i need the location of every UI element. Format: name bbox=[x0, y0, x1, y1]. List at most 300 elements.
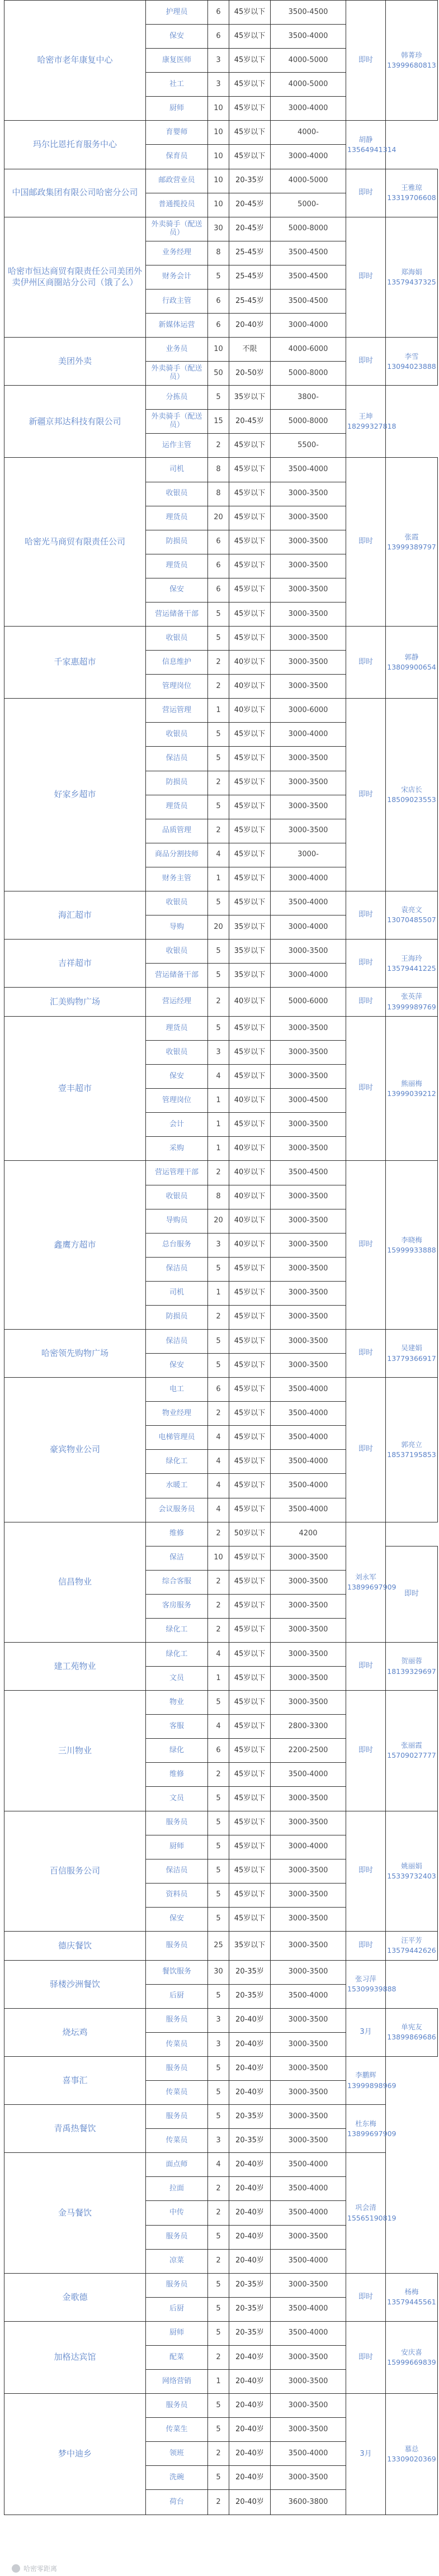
job-listing-page bbox=[4, 0, 437, 2571]
headcount-cell: 5 bbox=[208, 1883, 229, 1907]
contact-cell: 杜东梅 13899697909 bbox=[346, 2105, 386, 2153]
position-cell: 管理岗位 bbox=[146, 1089, 208, 1113]
start-cell: 即时 bbox=[346, 338, 386, 386]
salary-cell: 3000-3500 bbox=[271, 1570, 346, 1594]
salary-cell: 3000-3500 bbox=[271, 1233, 346, 1257]
salary-cell: 2800-3300 bbox=[271, 1715, 346, 1739]
position-cell: 传菜员 bbox=[146, 2129, 208, 2153]
headcount-cell: 5 bbox=[208, 1835, 229, 1859]
age-cell: 20-40岁 bbox=[229, 2008, 271, 2032]
headcount-cell: 5 bbox=[208, 1329, 229, 1353]
headcount-cell: 6 bbox=[208, 578, 229, 602]
age-cell: 20-35岁 bbox=[229, 2297, 271, 2321]
company-cell: 青禹热餐饮 bbox=[4, 2105, 146, 2153]
age-cell: 35岁以下 bbox=[229, 386, 271, 410]
salary-cell: 4000-6000 bbox=[271, 338, 346, 362]
contact-cell: 郭静 13809900654 bbox=[386, 627, 438, 699]
start-cell: 即时 bbox=[346, 1329, 386, 1377]
salary-cell: 3500-4500 bbox=[271, 241, 346, 265]
company-cell: 新疆京邦达科技有限公司 bbox=[4, 386, 146, 458]
headcount-cell: 2 bbox=[208, 1161, 229, 1185]
age-cell: 45岁以下 bbox=[229, 25, 271, 49]
headcount-cell: 5 bbox=[208, 1691, 229, 1715]
salary-cell: 5000-8000 bbox=[271, 217, 346, 241]
position-cell: 服务员 bbox=[146, 2273, 208, 2297]
age-cell: 45岁以下 bbox=[229, 819, 271, 843]
headcount-cell: 2 bbox=[208, 2442, 229, 2466]
age-cell: 20-40岁 bbox=[229, 2081, 271, 2105]
position-cell: 保安 bbox=[146, 25, 208, 49]
headcount-cell: 6 bbox=[208, 1, 229, 25]
age-cell: 20-40岁 bbox=[229, 2201, 271, 2225]
salary-cell: 3000-3500 bbox=[271, 2081, 346, 2105]
headcount-cell: 4 bbox=[208, 1426, 229, 1450]
age-cell: 20-45岁 bbox=[229, 193, 271, 217]
salary-cell: 3000-3500 bbox=[271, 2129, 346, 2153]
salary-cell: 3000-3500 bbox=[271, 1546, 346, 1570]
age-cell: 45岁以下 bbox=[229, 73, 271, 97]
salary-cell: 3000-3500 bbox=[271, 1811, 346, 1835]
position-cell: 营运储备干部 bbox=[146, 602, 208, 626]
age-cell: 40岁以下 bbox=[229, 699, 271, 723]
salary-cell: 3000-3500 bbox=[271, 1281, 346, 1305]
table-row bbox=[4, 1378, 438, 1402]
table-row bbox=[4, 627, 438, 651]
company-cell: 千家惠超市 bbox=[4, 627, 146, 699]
contact-cell: 王海玲 13579441225 bbox=[386, 940, 438, 988]
age-cell: 45岁以下 bbox=[229, 602, 271, 626]
contact-cell: 郭亮立 18537195853 bbox=[386, 1378, 438, 1522]
age-cell: 40岁以下 bbox=[229, 1137, 271, 1161]
contact-cell: 贺丽蓉 18139329697 bbox=[386, 1643, 438, 1691]
age-cell: 45岁以下 bbox=[229, 1016, 271, 1040]
position-cell: 收银员 bbox=[146, 627, 208, 651]
contact-cell: 宋店长 18509023553 bbox=[386, 699, 438, 891]
position-cell: 理货员 bbox=[146, 554, 208, 578]
headcount-cell: 5 bbox=[208, 1984, 229, 2008]
salary-cell: 3000-3500 bbox=[271, 1113, 346, 1137]
contact-cell: 张霞 13999389797 bbox=[386, 458, 438, 627]
position-cell: 文员 bbox=[146, 1787, 208, 1811]
position-cell: 行政主管 bbox=[146, 289, 208, 313]
watermark bbox=[12, 2562, 57, 2574]
start-cell: 3月 bbox=[346, 2008, 386, 2056]
headcount-cell: 5 bbox=[208, 723, 229, 747]
headcount-cell: 10 bbox=[208, 97, 229, 121]
position-cell: 营运经理 bbox=[146, 988, 208, 1017]
headcount-cell: 10 bbox=[208, 145, 229, 169]
position-cell: 厨师 bbox=[146, 97, 208, 121]
age-cell: 20-40岁 bbox=[229, 2370, 271, 2394]
age-cell: 20-35岁 bbox=[229, 1960, 271, 1984]
position-cell: 水暖工 bbox=[146, 1474, 208, 1498]
company-cell: 哈密领先购物广场 bbox=[4, 1329, 146, 1377]
watermark-logo-icon bbox=[12, 2564, 20, 2573]
salary-cell: 3500-4000 bbox=[271, 1450, 346, 1474]
age-cell: 20-40岁 bbox=[229, 2153, 271, 2177]
headcount-cell: 5 bbox=[208, 2105, 229, 2129]
position-cell: 收银员 bbox=[146, 891, 208, 915]
position-cell: 绿化工 bbox=[146, 1618, 208, 1642]
headcount-cell: 5 bbox=[208, 747, 229, 771]
position-cell: 采购 bbox=[146, 1137, 208, 1161]
age-cell: 45岁以下 bbox=[229, 1329, 271, 1353]
position-cell: 领班 bbox=[146, 2442, 208, 2466]
age-cell: 20-35岁 bbox=[229, 2129, 271, 2153]
age-cell: 20-40岁 bbox=[229, 2490, 271, 2515]
headcount-cell: 8 bbox=[208, 482, 229, 506]
salary-cell: 3000-3500 bbox=[271, 554, 346, 578]
position-cell: 收银员 bbox=[146, 1041, 208, 1065]
headcount-cell: 5 bbox=[208, 1859, 229, 1883]
position-cell: 会议服务员 bbox=[146, 1498, 208, 1522]
headcount-cell: 5 bbox=[208, 2321, 229, 2345]
age-cell: 40岁以下 bbox=[229, 651, 271, 675]
salary-cell: 2200-2500 bbox=[271, 1739, 346, 1763]
table-row bbox=[4, 1016, 438, 1040]
headcount-cell: 2 bbox=[208, 1305, 229, 1329]
table-row bbox=[4, 2273, 438, 2297]
salary-cell: 3000-3500 bbox=[271, 1016, 346, 1040]
position-cell: 分拣员 bbox=[146, 386, 208, 410]
headcount-cell: 5 bbox=[208, 940, 229, 964]
salary-cell: 3000-3500 bbox=[271, 1305, 346, 1329]
position-cell: 康复医师 bbox=[146, 49, 208, 73]
table-row bbox=[4, 891, 438, 915]
company-cell: 中国邮政集团有限公司哈密分公司 bbox=[4, 169, 146, 217]
salary-cell: 3000-4000 bbox=[271, 964, 346, 988]
position-cell: 保安 bbox=[146, 1907, 208, 1931]
contact-cell: 巩会清 15565190819 bbox=[346, 2153, 386, 2273]
contact-cell: 李晓梅 15999933888 bbox=[386, 1161, 438, 1330]
salary-cell: 3000-4000 bbox=[271, 723, 346, 747]
age-cell: 40岁以下 bbox=[229, 1161, 271, 1185]
headcount-cell: 5 bbox=[208, 1354, 229, 1378]
position-cell: 面点师 bbox=[146, 2153, 208, 2177]
start-cell: 即时 bbox=[346, 1161, 386, 1330]
headcount-cell: 6 bbox=[208, 1378, 229, 1402]
position-cell: 服务员 bbox=[146, 1931, 208, 1960]
salary-cell: 3500-4000 bbox=[271, 2249, 346, 2273]
salary-cell: 3000-3500 bbox=[271, 1137, 346, 1161]
salary-cell: 3500-4500 bbox=[271, 1, 346, 25]
age-cell: 35岁以下 bbox=[229, 940, 271, 964]
headcount-cell: 6 bbox=[208, 25, 229, 49]
age-cell: 45岁以下 bbox=[229, 506, 271, 530]
position-cell: 外卖骑手（配送员） bbox=[146, 217, 208, 241]
headcount-cell: 5 bbox=[208, 2057, 229, 2081]
contact-cell: 慕总 13309020369 bbox=[386, 2394, 438, 2515]
headcount-cell: 1 bbox=[208, 2370, 229, 2394]
salary-cell: 5000-6000 bbox=[271, 988, 346, 1017]
salary-cell: 3000-3500 bbox=[271, 2032, 346, 2056]
salary-cell: 3000-3500 bbox=[271, 2345, 346, 2369]
age-cell: 45岁以下 bbox=[229, 723, 271, 747]
contact-cell: 张习萍 15309939888 bbox=[346, 1960, 386, 2008]
headcount-cell: 2 bbox=[208, 1618, 229, 1642]
age-cell: 20-40岁 bbox=[229, 2177, 271, 2201]
salary-cell: 3000-3500 bbox=[271, 1960, 346, 1984]
salary-cell: 3500-4000 bbox=[271, 891, 346, 915]
start-cell: 即时 bbox=[346, 1, 386, 121]
contact-cell: 韩菁珍 13999680813 bbox=[386, 1, 438, 121]
position-cell: 新媒体运营 bbox=[146, 314, 208, 338]
position-cell: 外卖骑手（配送员） bbox=[146, 410, 208, 434]
start-cell: 即时 bbox=[346, 2273, 386, 2321]
headcount-cell: 5 bbox=[208, 2394, 229, 2418]
headcount-cell: 2 bbox=[208, 2177, 229, 2201]
salary-cell: 3000-4000 bbox=[271, 145, 346, 169]
age-cell: 45岁以下 bbox=[229, 1715, 271, 1739]
age-cell: 40岁以下 bbox=[229, 1209, 271, 1233]
company-cell: 德庆餐饮 bbox=[4, 1931, 146, 1960]
table-row bbox=[4, 2153, 438, 2177]
contact-cell: 胡静 13564941314 bbox=[346, 121, 386, 169]
salary-cell: 3000-3500 bbox=[271, 1209, 346, 1233]
headcount-cell: 2 bbox=[208, 771, 229, 795]
position-cell: 传菜生 bbox=[146, 2418, 208, 2442]
position-cell: 理货员 bbox=[146, 1016, 208, 1040]
salary-cell: 3000-6000 bbox=[271, 699, 346, 723]
age-cell: 20-40岁 bbox=[229, 2032, 271, 2056]
headcount-cell: 10 bbox=[208, 193, 229, 217]
company-cell: 金歌德 bbox=[4, 2273, 146, 2321]
position-cell: 司机 bbox=[146, 1281, 208, 1305]
position-cell: 管理岗位 bbox=[146, 675, 208, 699]
headcount-cell: 1 bbox=[208, 1113, 229, 1137]
age-cell: 45岁以下 bbox=[229, 843, 271, 867]
position-cell: 保育员 bbox=[146, 145, 208, 169]
age-cell: 20-40岁 bbox=[229, 2249, 271, 2273]
position-cell: 绿化工 bbox=[146, 1450, 208, 1474]
age-cell: 20-45岁 bbox=[229, 217, 271, 241]
headcount-cell: 3 bbox=[208, 2008, 229, 2032]
position-cell: 收银员 bbox=[146, 1185, 208, 1209]
headcount-cell: 2 bbox=[208, 1522, 229, 1546]
salary-cell: 3000-3500 bbox=[271, 819, 346, 843]
position-cell: 信息维护 bbox=[146, 651, 208, 675]
position-cell: 服务员 bbox=[146, 1811, 208, 1835]
contact-cell: 刘永军 13899697909 bbox=[346, 1522, 386, 1642]
position-cell: 客服 bbox=[146, 1715, 208, 1739]
salary-cell: 3000-4500 bbox=[271, 1089, 346, 1113]
position-cell: 配菜 bbox=[146, 2345, 208, 2369]
position-cell: 服务员 bbox=[146, 2008, 208, 2032]
watermark-text: 哈密零距离 bbox=[23, 2564, 58, 2573]
salary-cell: 3000-3500 bbox=[271, 2418, 346, 2442]
age-cell: 50岁以下 bbox=[229, 1522, 271, 1546]
salary-cell: 3000-3500 bbox=[271, 747, 346, 771]
salary-cell: 3000-3500 bbox=[271, 651, 346, 675]
headcount-cell: 6 bbox=[208, 554, 229, 578]
position-cell: 传菜员 bbox=[146, 2032, 208, 2056]
salary-cell: 3500-4000 bbox=[271, 1498, 346, 1522]
contact-cell: 熊丽梅 13999039212 bbox=[386, 1016, 438, 1160]
headcount-cell: 5 bbox=[208, 795, 229, 819]
age-cell: 45岁以下 bbox=[229, 1113, 271, 1137]
headcount-cell: 1 bbox=[208, 1281, 229, 1305]
age-cell: 20-40岁 bbox=[229, 2345, 271, 2369]
age-cell: 25-45岁 bbox=[229, 289, 271, 313]
contact-cell: 李鹏辉 13999898969 bbox=[346, 2057, 386, 2105]
company-cell: 海汇超市 bbox=[4, 891, 146, 939]
headcount-cell: 5 bbox=[208, 602, 229, 626]
contact-cell: 郑海娟 13579437325 bbox=[386, 217, 438, 337]
table-row bbox=[4, 2394, 438, 2418]
salary-cell: 3000-3500 bbox=[271, 1065, 346, 1089]
position-cell: 保洁员 bbox=[146, 1329, 208, 1353]
headcount-cell: 25 bbox=[208, 1931, 229, 1960]
table-row bbox=[4, 1, 438, 25]
salary-cell: 5000-8000 bbox=[271, 410, 346, 434]
salary-cell: 3500-4000 bbox=[271, 1378, 346, 1402]
salary-cell: 3000-3500 bbox=[271, 2008, 346, 2032]
headcount-cell: 6 bbox=[208, 314, 229, 338]
position-cell: 网络营销 bbox=[146, 2370, 208, 2394]
table-row bbox=[4, 217, 438, 241]
salary-cell: 4200 bbox=[271, 1522, 346, 1546]
salary-cell: 3000-4000 bbox=[271, 867, 346, 891]
company-cell: 喜事汇 bbox=[4, 2057, 146, 2105]
headcount-cell: 30 bbox=[208, 217, 229, 241]
salary-cell: 3000-3500 bbox=[271, 602, 346, 626]
position-cell: 邮政营业员 bbox=[146, 169, 208, 193]
salary-cell: 3000-3500 bbox=[271, 2370, 346, 2394]
headcount-cell: 2 bbox=[208, 819, 229, 843]
salary-cell: 3500-4000 bbox=[271, 1402, 346, 1426]
salary-cell: 3000-3500 bbox=[271, 2466, 346, 2490]
contact-cell: 单宪友 13899869686 bbox=[386, 2008, 438, 2056]
salary-cell: 3000-3500 bbox=[271, 1859, 346, 1883]
company-cell: 壹丰超市 bbox=[4, 1016, 146, 1160]
company-cell: 烧坛鸡 bbox=[4, 2008, 146, 2056]
position-cell: 会计 bbox=[146, 1113, 208, 1137]
salary-cell: 3000-3500 bbox=[271, 1354, 346, 1378]
salary-cell: 3500-4000 bbox=[271, 2321, 346, 2345]
position-cell: 保洁 bbox=[146, 1546, 208, 1570]
salary-cell: 3500-4000 bbox=[271, 2442, 346, 2466]
salary-cell: 3500-4000 bbox=[271, 458, 346, 482]
start-cell: 即时 bbox=[346, 1378, 386, 1522]
headcount-cell: 4 bbox=[208, 843, 229, 867]
age-cell: 45岁以下 bbox=[229, 97, 271, 121]
position-cell: 后厨 bbox=[146, 1984, 208, 2008]
headcount-cell: 5 bbox=[208, 386, 229, 410]
salary-cell: 3000-4000 bbox=[271, 314, 346, 338]
headcount-cell: 5 bbox=[208, 2418, 229, 2442]
salary-cell: 3000-3500 bbox=[271, 1667, 346, 1691]
salary-cell: 3000-3500 bbox=[271, 578, 346, 602]
position-cell: 拉面 bbox=[146, 2177, 208, 2201]
start-cell: 即时 bbox=[346, 2321, 386, 2393]
position-cell: 营运管理干部 bbox=[146, 1161, 208, 1185]
table-row bbox=[4, 386, 438, 410]
headcount-cell: 20 bbox=[208, 915, 229, 939]
headcount-cell: 2 bbox=[208, 2201, 229, 2225]
position-cell: 厨师 bbox=[146, 1835, 208, 1859]
age-cell: 20-35岁 bbox=[229, 2273, 271, 2297]
age-cell: 20-40岁 bbox=[229, 2442, 271, 2466]
position-cell: 理货员 bbox=[146, 795, 208, 819]
position-cell: 营运储备干部 bbox=[146, 964, 208, 988]
contact-cell: 王雅琼 13319706608 bbox=[386, 169, 438, 217]
position-cell: 厨师 bbox=[146, 2321, 208, 2345]
headcount-cell: 2 bbox=[208, 2345, 229, 2369]
salary-cell: 3800- bbox=[271, 386, 346, 410]
salary-cell: 3000-3500 bbox=[271, 940, 346, 964]
salary-cell: 3000-3500 bbox=[271, 1257, 346, 1281]
table-row bbox=[4, 338, 438, 362]
salary-cell: 5000-8000 bbox=[271, 362, 346, 386]
position-cell: 荷台 bbox=[146, 2490, 208, 2515]
age-cell: 45岁以下 bbox=[229, 1667, 271, 1691]
start-cell: 即时 bbox=[346, 627, 386, 699]
headcount-cell: 30 bbox=[208, 1960, 229, 1984]
headcount-cell: 1 bbox=[208, 1089, 229, 1113]
age-cell: 40岁以下 bbox=[229, 1185, 271, 1209]
table-row bbox=[4, 1960, 438, 1984]
position-cell: 凉菜 bbox=[146, 2249, 208, 2273]
table-row bbox=[4, 2321, 438, 2345]
salary-cell: 3500-4000 bbox=[271, 2201, 346, 2225]
position-cell: 资料员 bbox=[146, 1883, 208, 1907]
age-cell: 45岁以下 bbox=[229, 121, 271, 145]
salary-cell: 3000-3500 bbox=[271, 2273, 346, 2297]
age-cell: 20-35岁 bbox=[229, 2321, 271, 2345]
age-cell: 45岁以下 bbox=[229, 434, 271, 458]
position-cell: 收银员 bbox=[146, 723, 208, 747]
age-cell: 45岁以下 bbox=[229, 458, 271, 482]
salary-cell: 3000-3500 bbox=[271, 675, 346, 699]
headcount-cell: 10 bbox=[208, 169, 229, 193]
headcount-cell: 2 bbox=[208, 1402, 229, 1426]
position-cell: 防损员 bbox=[146, 1305, 208, 1329]
contact-cell: 张英萍 13999989769 bbox=[386, 988, 438, 1017]
salary-cell: 4000-5000 bbox=[271, 73, 346, 97]
headcount-cell: 4 bbox=[208, 1498, 229, 1522]
position-cell: 电梯管理员 bbox=[146, 1426, 208, 1450]
start-cell: 即时 bbox=[386, 1546, 438, 1642]
headcount-cell: 5 bbox=[208, 2273, 229, 2297]
age-cell: 45岁以下 bbox=[229, 482, 271, 506]
salary-cell: 3000-3500 bbox=[271, 1329, 346, 1353]
age-cell: 25-45岁 bbox=[229, 241, 271, 265]
salary-cell: 4000-5000 bbox=[271, 49, 346, 73]
age-cell: 45岁以下 bbox=[229, 1546, 271, 1570]
position-cell: 餐饮服务 bbox=[146, 1960, 208, 1984]
position-cell: 收银员 bbox=[146, 940, 208, 964]
position-cell: 导购员 bbox=[146, 1209, 208, 1233]
company-cell: 金马餐饮 bbox=[4, 2153, 146, 2273]
position-cell: 服务员 bbox=[146, 2225, 208, 2249]
start-cell: 即时 bbox=[346, 458, 386, 627]
age-cell: 45岁以下 bbox=[229, 1, 271, 25]
table-row bbox=[4, 1931, 438, 1960]
position-cell: 业务经理 bbox=[146, 241, 208, 265]
age-cell: 45岁以下 bbox=[229, 1739, 271, 1763]
age-cell: 45岁以下 bbox=[229, 554, 271, 578]
position-cell: 司机 bbox=[146, 458, 208, 482]
headcount-cell: 20 bbox=[208, 1209, 229, 1233]
position-cell: 保洁员 bbox=[146, 1859, 208, 1883]
headcount-cell: 3 bbox=[208, 2032, 229, 2056]
salary-cell: 3000-3500 bbox=[271, 2225, 346, 2249]
age-cell: 45岁以下 bbox=[229, 1257, 271, 1281]
position-cell: 运作主管 bbox=[146, 434, 208, 458]
start-cell: 即时 bbox=[346, 217, 386, 337]
age-cell: 20-35岁 bbox=[229, 2105, 271, 2129]
age-cell: 45岁以下 bbox=[229, 771, 271, 795]
